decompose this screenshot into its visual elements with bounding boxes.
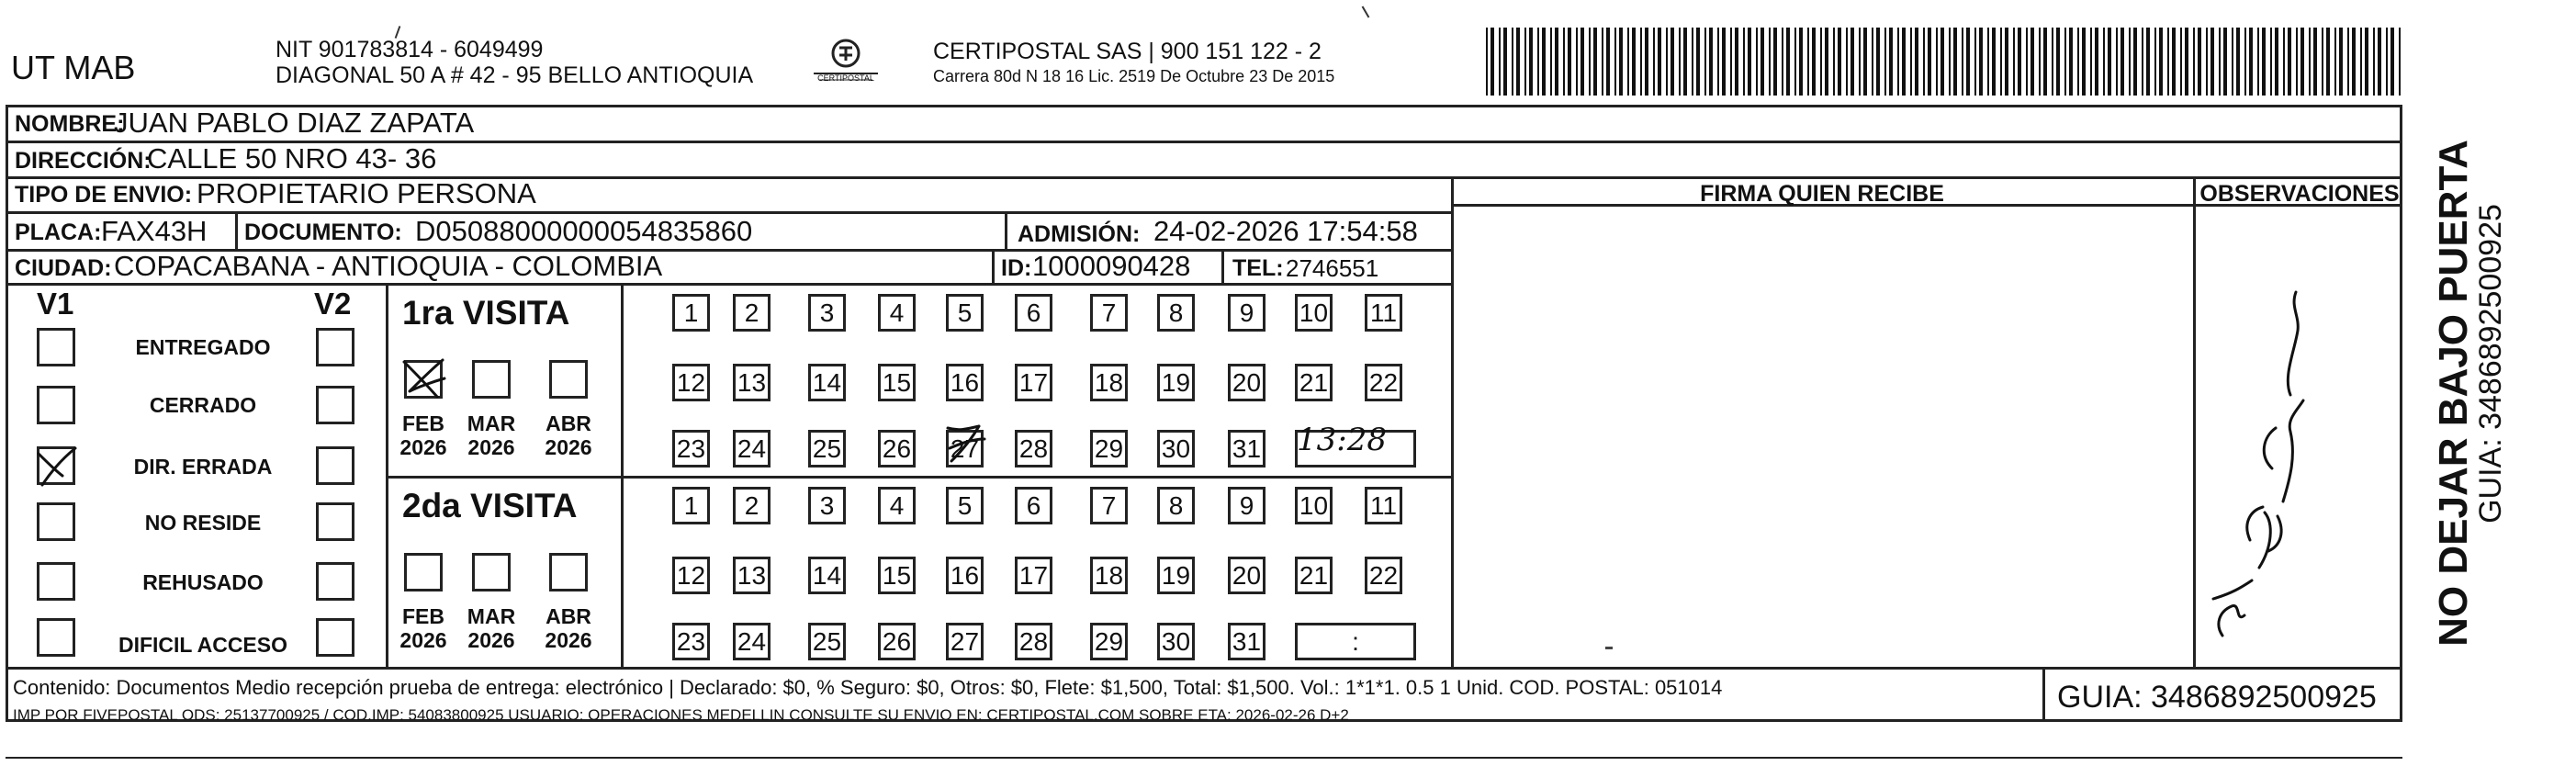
company-nit: NIT 901783814 - 6049499 [276,37,544,62]
barcode-bar [1782,28,1783,96]
first-visit-time-handwritten: 13:28 [1297,422,1387,458]
barcode-bar [1576,28,1578,96]
second-month-feb-checkbox[interactable] [404,553,443,591]
barcode-bar [2373,28,2375,96]
barcode-bar [1524,28,1526,96]
barcode-bar [1537,28,1539,96]
barcode-bar [2172,28,2176,96]
barcode-bar [2262,28,2266,96]
id-value: 1000090428 [1032,250,1191,282]
second-day-25[interactable]: 25 [808,623,846,660]
v1-entregado-checkbox[interactable] [37,328,75,366]
first-month-feb-check-mark [400,355,450,402]
barcode-bar [1730,28,1732,96]
status-dificil-acceso: DIFICIL ACCESO [118,633,287,657]
barcode-bar [2270,28,2272,96]
barcode-bar [1614,28,1616,96]
barcode-bar [1692,28,1693,96]
barcode [1486,28,2404,96]
barcode-bar [2018,28,2021,96]
first-month-abr-label: ABR 2026 [545,411,592,460]
first-day-7[interactable]: 7 [1090,294,1128,332]
barcode-bar [2275,28,2278,96]
barcode-bar [1743,28,1745,96]
v2-dir-errada-checkbox[interactable] [316,446,354,485]
v1-dificil-acceso-checkbox[interactable] [37,618,75,657]
barcode-bar [1902,28,1906,96]
barcode-bar [2039,28,2041,96]
second-day-16[interactable]: 16 [946,557,984,594]
barcode-bar [2232,28,2233,96]
barcode-bar [2069,28,2073,96]
barcode-bar [1820,28,1822,96]
barcode-bar [1529,28,1533,96]
barcode-bar [2300,28,2304,96]
barcode-bar [1910,28,1912,96]
second-day-1[interactable]: 1 [672,487,710,524]
nombre-label: NOMBRE: [15,111,125,137]
first-day-20[interactable]: 20 [1228,364,1266,401]
barcode-bar [2309,28,2311,96]
first-day-27[interactable]: 27 [946,430,984,467]
second-day-22[interactable]: 22 [1365,557,1402,594]
barcode-bar [1859,28,1861,96]
first-visit-title: 1ra VISITA [402,294,570,332]
cell-divider [992,249,995,283]
v2-cerrado-checkbox[interactable] [316,386,354,424]
barcode-bar [1825,28,1828,96]
first-day-24[interactable]: 24 [733,430,771,467]
first-month-mar-label: MAR 2026 [467,411,516,460]
barcode-bar [2334,28,2336,96]
barcode-bar [1653,28,1655,96]
second-day-14[interactable]: 14 [808,557,846,594]
barcode-bar [2159,28,2163,96]
barcode-bar [1833,28,1835,96]
barcode-bar [2210,28,2214,96]
column-divider [1451,176,1454,667]
placa-label: PLACA: [15,220,102,245]
barcode-bar [1974,28,1976,96]
barcode-bar [2223,28,2227,96]
column-divider [386,283,388,667]
barcode-bar [1949,28,1951,96]
first-day-16[interactable]: 16 [946,364,984,401]
barcode-bar [1962,28,1963,96]
barcode-bar [2296,28,2298,96]
scan-mark [1362,6,1370,17]
status-rehusado: REHUSADO [142,570,264,594]
first-day-10[interactable]: 10 [1295,294,1333,332]
barcode-bar [1670,28,1674,96]
first-month-abr-checkbox[interactable] [549,360,588,399]
observaciones-handwriting [2195,276,2314,652]
barcode-bar [1889,28,1893,96]
ciudad-value: COPACABANA - ANTIOQUIA - COLOMBIA [114,250,663,282]
row-divider [6,283,1451,286]
cell-divider [1005,211,1007,249]
second-day-7[interactable]: 7 [1090,487,1128,524]
first-day-14[interactable]: 14 [808,364,846,401]
barcode-bar [2249,28,2253,96]
barcode-bar [1550,28,1552,96]
second-day-20[interactable]: 20 [1228,557,1266,594]
barcode-bar [2082,28,2086,96]
company-name: UT MAB [11,49,136,86]
first-day-2[interactable]: 2 [733,294,771,332]
barcode-bar [2056,28,2060,96]
barcode-bar [1503,28,1507,96]
second-day-17[interactable]: 17 [1015,557,1052,594]
second-month-abr-label: ABR 2026 [545,604,592,653]
first-day-29[interactable]: 29 [1090,430,1128,467]
barcode-bar [1516,28,1520,96]
first-day-1[interactable]: 1 [672,294,710,332]
second-month-feb-label: FEB 2026 [399,604,447,653]
first-day-21[interactable]: 21 [1295,364,1333,401]
status-cerrado: CERRADO [149,393,257,417]
footer-contenido: Contenido: Documentos Medio recepción prueba de entrega: electrónico | Declarado: $0, % Seguro: $0, Otros: $0, Flete: $1,500, Total: $1,500. Vol.: 1*1*1. 0.5 1 Unid. COD. POSTAL: 051014 [13,676,1723,699]
first-day-22[interactable]: 22 [1365,364,1402,401]
barcode-bar [1769,28,1771,96]
barcode-icon [1486,28,2404,96]
barcode-bar [2326,28,2330,96]
barcode-bar [1512,28,1513,96]
second-day-21[interactable]: 21 [1295,557,1333,594]
barcode-bar [1593,28,1597,96]
barcode-bar [1717,28,1719,96]
second-time-field[interactable]: : [1295,623,1416,660]
barcode-bar [1812,28,1816,96]
second-day-18[interactable]: 18 [1090,557,1128,594]
barcode-bar [2142,28,2143,96]
first-day-31[interactable]: 31 [1228,430,1266,467]
second-day-13[interactable]: 13 [733,557,771,594]
ciudad-label: CIUDAD: [15,255,112,281]
barcode-bar [2322,28,2323,96]
tipo-envio-value: PROPIETARIO PERSONA [197,177,536,209]
barcode-bar [2206,28,2208,96]
barcode-bar [2052,28,2053,96]
cell-divider [235,211,238,249]
first-day-6[interactable]: 6 [1015,294,1052,332]
first-day-4[interactable]: 4 [878,294,916,332]
footer-imp: IMP POR FIVEPOSTAL ODS: 25137700925 / COD.IMP: 54083800925 USUARIO: OPERACIONES MEDELLIN CONSULTE SU ENVIO EN: CERTIPOSTAL.COM SOBRE ETA: 2026-02-26 D+2 [13,706,1349,724]
barcode-bar [2399,28,2401,96]
first-month-mar-checkbox[interactable] [472,360,511,399]
v2-label: V2 [314,287,352,321]
second-day-30[interactable]: 30 [1157,623,1195,660]
v1-rehusado-checkbox[interactable] [37,562,75,601]
placa-value: FAX43H [101,215,208,247]
side-warning: NO DEJAR BAJO PUERTA [2431,140,2476,647]
barcode-bar [2116,28,2118,96]
barcode-bar [1704,28,1706,96]
second-day-9[interactable]: 9 [1228,487,1266,524]
barcode-bar [2095,28,2098,96]
barcode-bar [2386,28,2388,96]
barcode-bar [1773,28,1777,96]
tel-label: TEL: [1232,255,1284,281]
barcode-bar [1640,28,1642,96]
second-day-28[interactable]: 28 [1015,623,1052,660]
barcode-bar [1876,28,1880,96]
barcode-bar [2236,28,2240,96]
second-day-27[interactable]: 27 [946,623,984,660]
second-day-11[interactable]: 11 [1365,487,1402,524]
barcode-bar [2180,28,2182,96]
barcode-bar [1992,28,1996,96]
bottom-rule [6,757,2402,759]
barcode-bar [1499,28,1501,96]
second-day-12[interactable]: 12 [672,557,710,594]
first-day-3[interactable]: 3 [808,294,846,332]
first-day-25[interactable]: 25 [808,430,846,467]
barcode-bar [2103,28,2105,96]
barcode-bar [1979,28,1983,96]
barcode-bar [1683,28,1687,96]
barcode-bar [2013,28,2015,96]
barcode-bar [1846,28,1848,96]
v1-no-reside-checkbox[interactable] [37,502,75,541]
barcode-bar [1602,28,1603,96]
barcode-bar [1915,28,1918,96]
v2-entregado-checkbox[interactable] [316,328,354,366]
direccion-label: DIRECCIÓN: [15,148,152,174]
barcode-bar [1863,28,1867,96]
barcode-bar [1786,28,1790,96]
barcode-bar [2360,28,2362,96]
v2-rehusado-checkbox[interactable] [316,562,354,601]
second-day-26[interactable]: 26 [878,623,916,660]
first-day-13[interactable]: 13 [733,364,771,401]
barcode-bar [2000,28,2002,96]
documento-label: DOCUMENTO: [244,220,402,245]
barcode-bar [1987,28,1989,96]
barcode-bar [1953,28,1957,96]
v1-label: V1 [37,287,74,321]
barcode-bar [2313,28,2317,96]
second-day-6[interactable]: 6 [1015,487,1052,524]
barcode-bar [1722,28,1726,96]
barcode-bar [1606,28,1610,96]
second-day-4[interactable]: 4 [878,487,916,524]
second-day-31[interactable]: 31 [1228,623,1266,660]
second-day-8[interactable]: 8 [1157,487,1195,524]
barcode-bar [2244,28,2246,96]
barcode-bar [1632,28,1636,96]
first-day-30[interactable]: 30 [1157,430,1195,467]
second-month-mar-checkbox[interactable] [472,553,511,591]
carrier-address: Carrera 80d N 18 16 Lic. 2519 De Octubre 23 De 2015 [933,67,1335,85]
barcode-bar [1619,28,1623,96]
barcode-bar [1799,28,1803,96]
barcode-bar [2352,28,2356,96]
barcode-bar [2005,28,2008,96]
barcode-bar [1966,28,1970,96]
barcode-bar [1872,28,1873,96]
barcode-bar [1850,28,1854,96]
second-day-10[interactable]: 10 [1295,487,1333,524]
visit-divider [386,476,1451,479]
barcode-bar [2219,28,2221,96]
barcode-bar [1555,28,1558,96]
first-day-5[interactable]: 5 [946,294,984,332]
barcode-bar [2365,28,2368,96]
barcode-bar [1928,28,1931,96]
barcode-bar [2193,28,2195,96]
barcode-bar [2108,28,2111,96]
second-month-abr-checkbox[interactable] [549,553,588,591]
barcode-bar [2378,28,2381,96]
admision-label: ADMISIÓN: [1018,221,1141,247]
barcode-bar [1645,28,1648,96]
nombre-value: JUAN PABLO DIAZ ZAPATA [114,107,475,139]
direccion-value: CALLE 50 NRO 43- 36 [147,142,437,175]
first-day-28[interactable]: 28 [1015,430,1052,467]
v2-dificil-acceso-checkbox[interactable] [316,618,354,657]
second-day-29[interactable]: 29 [1090,623,1128,660]
barcode-bar [1679,28,1681,96]
barcode-bar [2090,28,2092,96]
barcode-bar [2347,28,2349,96]
barcode-bar [1838,28,1841,96]
barcode-bar [1735,28,1738,96]
barcode-bar [2390,28,2394,96]
cell-divider [1221,249,1224,283]
first-day-17[interactable]: 17 [1015,364,1052,401]
barcode-bar [1760,28,1764,96]
first-day-18[interactable]: 18 [1090,364,1128,401]
documento-value: D05088000000054835860 [415,215,753,247]
second-day-19[interactable]: 19 [1157,557,1195,594]
barcode-bar [2288,28,2291,96]
barcode-bar [1807,28,1809,96]
barcode-bar [1748,28,1751,96]
first-day-8[interactable]: 8 [1157,294,1195,332]
barcode-bar [2339,28,2343,96]
scan-mark [1605,647,1613,649]
status-entregado: ENTREGADO [135,335,271,359]
first-day-19[interactable]: 19 [1157,364,1195,401]
second-day-5[interactable]: 5 [946,487,984,524]
barcode-bar [1923,28,1925,96]
row-divider [6,211,1451,214]
barcode-bar [1568,28,1571,96]
barcode-bar [2043,28,2047,96]
second-day-2[interactable]: 2 [733,487,771,524]
barcode-bar [2120,28,2124,96]
barcode-bar [2167,28,2169,96]
barcode-bar [2077,28,2079,96]
footer-cell-divider [2042,667,2045,722]
side-guia: GUIA: 3486892500925 [2473,204,2508,524]
barcode-bar [2154,28,2156,96]
barcode-bar [1563,28,1565,96]
barcode-bar [2146,28,2150,96]
status-no-reside: NO RESIDE [144,511,262,535]
barcode-bar [1589,28,1591,96]
column-divider [621,283,624,667]
barcode-bar [1658,28,1661,96]
barcode-bar [2257,28,2259,96]
firma-header: FIRMA QUIEN RECIBE [1700,181,1944,207]
first-day-12[interactable]: 12 [672,364,710,401]
barcode-bar [1897,28,1899,96]
barcode-bar [2026,28,2028,96]
first-day-23[interactable]: 23 [672,430,710,467]
barcode-bar [1627,28,1629,96]
barcode-bar [1756,28,1758,96]
v1-dir-errada-check-mark [35,445,81,489]
second-day-24[interactable]: 24 [733,623,771,660]
second-day-15[interactable]: 15 [878,557,916,594]
v2-no-reside-checkbox[interactable] [316,502,354,541]
observaciones-header: OBSERVACIONES [2199,181,2400,207]
tipo-envio-label: TIPO DE ENVIO: [15,182,193,208]
first-day-26[interactable]: 26 [878,430,916,467]
barcode-bar [2185,28,2188,96]
second-month-mar-label: MAR 2026 [467,604,516,653]
barcode-bar [1666,28,1668,96]
barcode-bar [1936,28,1938,96]
barcode-bar [1486,28,1488,96]
admision-value: 24-02-2026 17:54:58 [1153,215,1418,247]
barcode-bar [2198,28,2201,96]
barcode-bar [1794,28,1796,96]
carrier-logo-caption: CERTIPOSTAL [817,73,874,83]
second-day-23[interactable]: 23 [672,623,710,660]
barcode-bar [1940,28,1944,96]
carrier-name: CERTIPOSTAL SAS | 900 151 122 - 2 [933,39,1322,64]
barcode-bar [1884,28,1886,96]
barcode-bar [2030,28,2034,96]
first-day-15[interactable]: 15 [878,364,916,401]
barcode-bar [1580,28,1584,96]
day-27-strike-mark [942,421,988,465]
barcode-bar [2064,28,2066,96]
barcode-bar [1696,28,1700,96]
id-label: ID: [1001,255,1032,281]
second-visit-title: 2da VISITA [402,487,578,524]
v1-cerrado-checkbox[interactable] [37,386,75,424]
barcode-bar [2283,28,2285,96]
first-day-11[interactable]: 11 [1365,294,1402,332]
barcode-bar [1709,28,1713,96]
first-day-9[interactable]: 9 [1228,294,1266,332]
tel-value: 2746551 [1286,254,1379,282]
status-dir-errada: DIR. ERRADA [133,455,273,479]
barcode-bar [2133,28,2137,96]
second-day-3[interactable]: 3 [808,487,846,524]
footer-guia: GUIA: 3486892500925 [2057,680,2377,715]
company-address: DIAGONAL 50 A # 42 - 95 BELLO ANTIOQUIA [276,62,754,88]
barcode-bar [2129,28,2131,96]
first-month-feb-label: FEB 2026 [399,411,447,460]
barcode-bar [1542,28,1546,96]
barcode-bar [1490,28,1494,96]
